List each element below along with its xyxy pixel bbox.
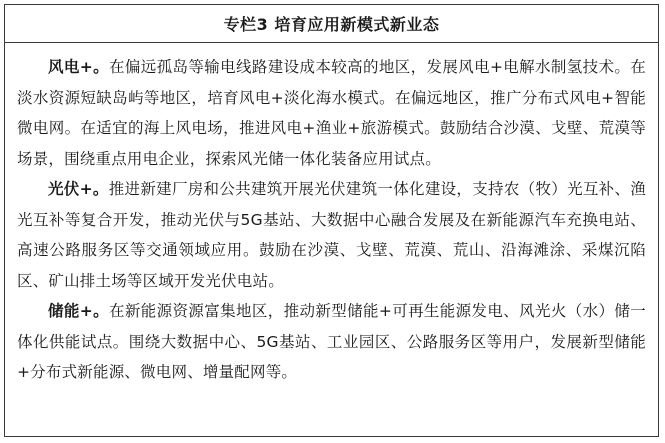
section-lead-storage: 储能+。	[48, 302, 109, 320]
section-text-pv: 推进新建厂房和公共建筑开展光伏建筑一体化建设，支持农（牧）光互补、渔光互补等复合开发，推动光伏与5G基站、大数据中心融合发展及在新能源汽车充换电站、高速公路服务区等交通领域应用。鼓励在沙漠、戈壁、荒漠、荒山、沿海滩涂、采煤沉陷区、矿山排土场等区域开发光伏电站。	[17, 180, 646, 290]
section-lead-wind: 风电+。	[48, 58, 109, 76]
section-text-storage: 在新能源资源富集地区，推动新型储能+可再生能源发电、风光火（水）储一体化供能试点。围绕大数据中心、5G基站、工业园区、公路服务区等用户，发展新型储能+分布式新能源、微电网、增量配网等。	[17, 302, 646, 381]
section-energy-storage	[17, 296, 646, 388]
box-title: 专栏3 培育应用新模式新业态	[223, 15, 440, 34]
box-header	[5, 5, 658, 43]
feature-box	[4, 4, 659, 437]
section-wind-power	[17, 52, 646, 174]
section-text-wind: 在偏远孤岛等输电线路建设成本较高的地区，发展风电+电解水制氢技术。在淡水资源短缺岛屿等地区，培育风电+淡化海水模式。在偏远地区，推广分布式风电+智能微电网。在适宜的海上风电场，推进风电+渔业+旅游模式。鼓励结合沙漠、戈壁、荒漠等场景，围绕重点用电企业，探索风光储一体化装备应用试点。	[17, 58, 646, 168]
box-content	[5, 43, 658, 388]
section-photovoltaic	[17, 174, 646, 296]
section-lead-pv: 光伏+。	[48, 180, 109, 198]
